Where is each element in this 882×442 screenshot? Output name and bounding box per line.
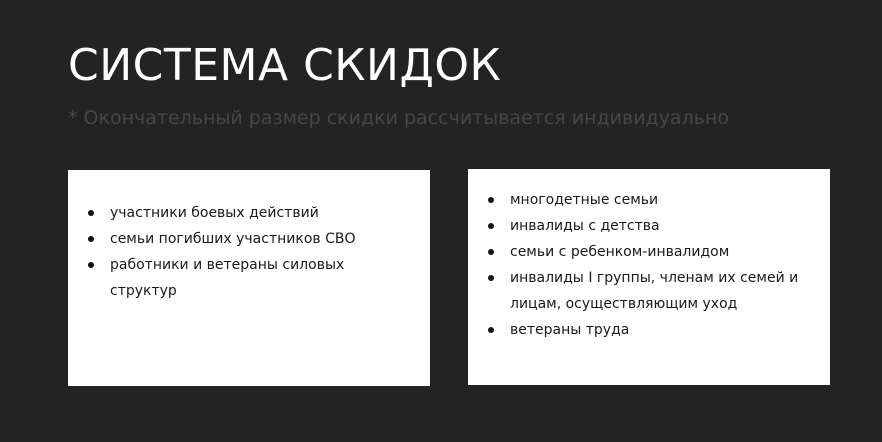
bullet-icon [88, 210, 94, 216]
list-item-label: семьи погибших участников СВО [110, 231, 356, 247]
discount-note: * Окончательный размер скидки рассчитывается индивидуально [68, 107, 729, 129]
list-item-label: участники боевых действий [110, 205, 319, 221]
bullet-icon [88, 236, 94, 242]
list-item-label: многодетные семьи [510, 192, 659, 208]
list-item [510, 213, 800, 239]
bullet-icon [488, 197, 494, 203]
list-item-label: инвалиды I группы, членам их семей и лицам, осуществляющим уход [510, 270, 799, 312]
list-item-label: инвалиды с детства [510, 218, 660, 234]
discount-list-left [68, 200, 430, 304]
list-item [510, 187, 800, 213]
bullet-icon [88, 262, 94, 268]
bullet-icon [488, 327, 494, 333]
bullet-icon [488, 249, 494, 255]
discount-card-right [468, 169, 830, 385]
list-item [110, 252, 370, 304]
discount-list-right [468, 187, 830, 343]
bullet-icon [488, 223, 494, 229]
list-item [510, 239, 800, 265]
list-item-label: семьи с ребенком-инвалидом [510, 244, 730, 260]
list-item-label: работники и ветераны силовых структур [110, 257, 345, 299]
list-item [510, 265, 800, 317]
list-item [110, 226, 370, 252]
list-item [510, 317, 800, 343]
list-item [110, 200, 370, 226]
discount-card-left [68, 170, 430, 386]
list-item-label: ветераны труда [510, 322, 630, 338]
page-title: СИСТЕМА СКИДОК [68, 40, 502, 91]
bullet-icon [488, 275, 494, 281]
